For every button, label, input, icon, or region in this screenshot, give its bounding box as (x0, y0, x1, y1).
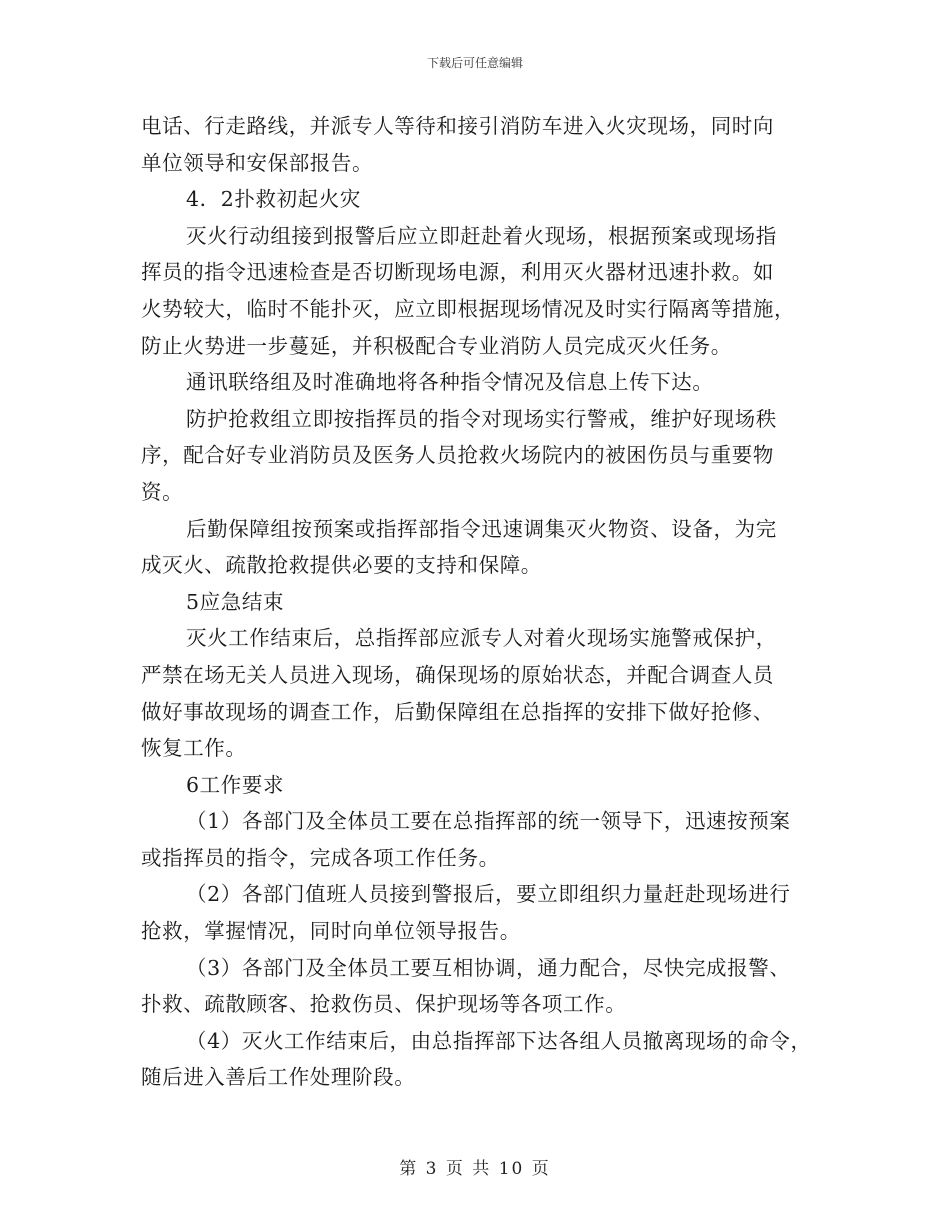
section-heading-h5-line-0: 5应急结束 (186, 589, 285, 614)
footer-prefix: 第 (399, 1159, 419, 1179)
paragraph-r3-line-0: （3）各部门及全体员工要互相协调，通力配合，尽快完成报警、 (186, 955, 791, 980)
page-footer (0, 1154, 950, 1179)
paragraph-p6-line-1: 严禁在场无关人员进入现场，确保现场的原始状态，并配合调查人员 (141, 662, 774, 687)
paragraph-p4-line-0: 防护抢救组立即按指挥员的指令对现场实行警戒，维护好现场秩 (186, 406, 777, 431)
page-header: 下载后可任意编辑 (426, 56, 523, 70)
paragraph-p5-line-1: 成灭火、疏散抢救提供必要的支持和保障。 (141, 553, 542, 578)
paragraph-r1-line-0: （1）各部门及全体员工要在总指挥部的统一领导下，迅速按预案 (186, 809, 791, 834)
paragraph-p6-line-2: 做好事故现场的调查工作，后勤保障组在总指挥的安排下做好抢修、 (141, 699, 774, 724)
footer-middle: 页 共 (445, 1159, 492, 1179)
paragraph-p5-line-0: 后勤保障组按预案或指挥部指令迅速调集灭火物资、设备，为完 (186, 516, 777, 541)
paragraph-r3-line-1: 扑救、疏散顾客、抢救伤员、保护现场等各项工作。 (141, 992, 627, 1017)
paragraph-p4-line-1: 序，配合好专业消防员及医务人员抢救火场院内的被困伤员与重要物 (141, 443, 774, 468)
paragraph-p1-line-1: 单位领导和安保部报告。 (141, 150, 374, 175)
paragraph-r4-line-0: （4）灭火工作结束后，由总指挥部下达各组人员撤离现场的命令， (186, 1028, 812, 1053)
paragraph-p2-line-2: 火势较大，临时不能扑灭，应立即根据现场情况及时实行隔离等措施， (141, 296, 796, 321)
paragraph-p3-line-0: 通讯联络组及时准确地将各种指令情况及信息上传下达。 (186, 370, 714, 395)
paragraph-p2-line-1: 挥员的指令迅速检查是否切断现场电源，利用灭火器材迅速扑救。如 (141, 260, 774, 285)
document-body (141, 108, 813, 1096)
footer-page-number: 3 (425, 1159, 439, 1179)
paragraph-r2-line-1: 抢救，掌握情况，同时向单位领导报告。 (141, 919, 521, 944)
paragraph-p6-line-3: 恢复工作。 (141, 736, 247, 761)
paragraph-r4-line-1: 随后进入善后工作处理阶段。 (141, 1065, 416, 1090)
section-heading-h6-line-0: 6工作要求 (186, 772, 285, 797)
paragraph-p2-line-0: 灭火行动组接到报警后应立即赶赴着火现场，根据预案或现场指 (186, 223, 777, 248)
footer-total-pages: 10 (498, 1159, 525, 1179)
paragraph-p4-line-2: 资。 (141, 479, 184, 504)
paragraph-r2-line-0: （2）各部门值班人员接到警报后，要立即组织力量赶赴现场进行 (186, 882, 791, 907)
footer-suffix: 页 (531, 1159, 551, 1179)
section-heading-h42-line-0: 4．2扑救初起火灾 (186, 187, 361, 212)
paragraph-p2-line-3: 防止火势进一步蔓延，并积极配合专业消防人员完成灭火任务。 (141, 333, 732, 358)
paragraph-r1-line-1: 或指挥员的指令，完成各项工作任务。 (141, 845, 500, 870)
paragraph-p1-line-0: 电话、行走路线，并派专人等待和接引消防车进入火灾现场，同时向 (141, 114, 774, 138)
paragraph-p6-line-0: 灭火工作结束后，总指挥部应派专人对着火现场实施警戒保护， (186, 626, 777, 651)
